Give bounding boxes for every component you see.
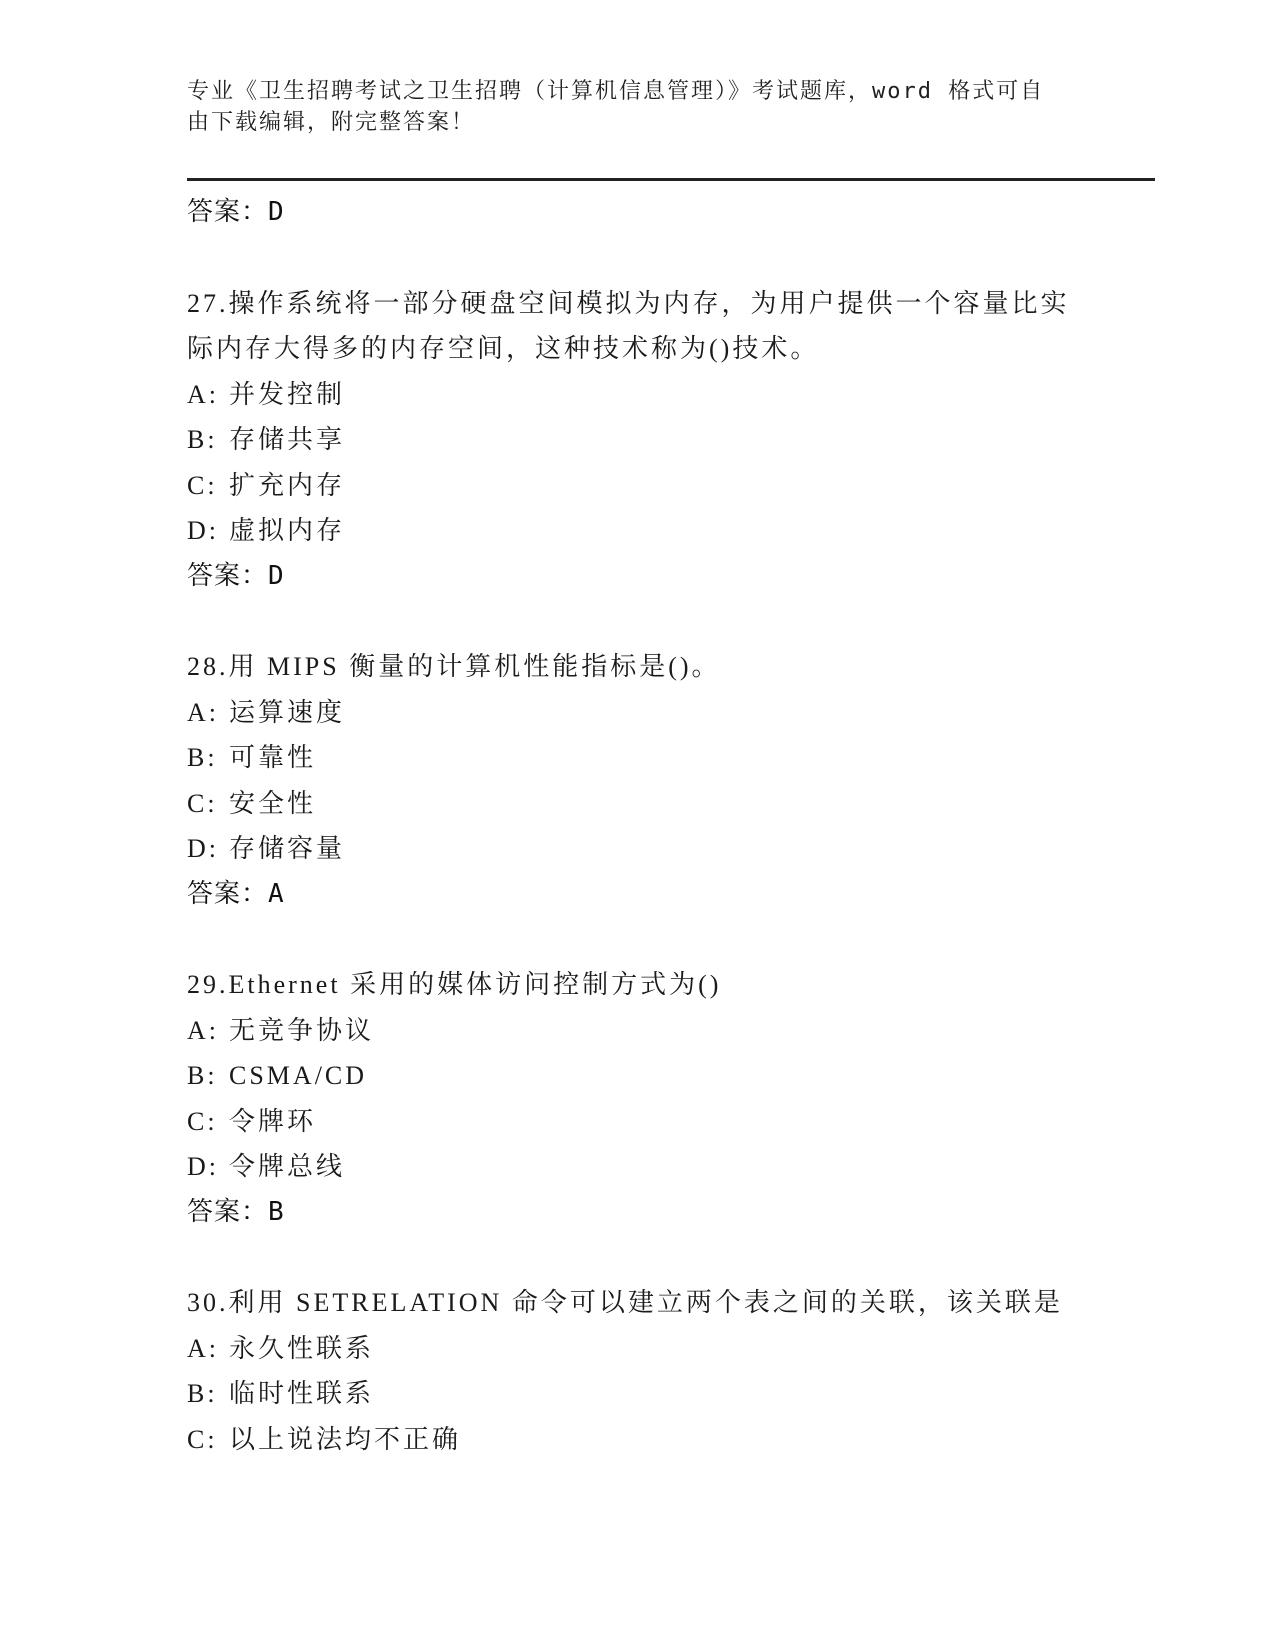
option-text: 令牌总线 — [229, 1152, 346, 1181]
question-block — [187, 281, 1087, 600]
answer-prefix: 答案： — [187, 1196, 269, 1227]
option-text: 虚拟内存 — [229, 516, 346, 545]
option-label: B: — [187, 1061, 218, 1090]
option-item — [187, 1099, 1087, 1145]
option-item — [187, 372, 1087, 418]
option-text: 令牌环 — [229, 1106, 317, 1136]
option-text: 无竞争协议 — [229, 1015, 375, 1045]
option-item — [187, 1326, 1087, 1372]
answer-line — [187, 872, 1087, 918]
answer-prefix: 答案： — [187, 878, 269, 909]
question-text: 27.操作系统将一部分硬盘空间模拟为内存，为用户提供一个容量比实 — [187, 288, 1070, 318]
option-label: A: — [187, 379, 219, 409]
answer-value: A — [268, 878, 285, 909]
option-text: 存储共享 — [229, 425, 346, 454]
option-label: D: — [187, 834, 219, 863]
header-line-1: 专业《卫生招聘考试之卫生招聘（计算机信息管理）》考试题库，word 格式可自 — [187, 79, 1045, 104]
answer-line — [187, 554, 1087, 600]
option-text: 可靠性 — [229, 743, 317, 772]
question-text: 30.利用 SETRELATION 命令可以建立两个表之间的关联，该关联是 — [187, 1288, 1063, 1317]
option-item — [187, 1371, 1087, 1417]
option-item — [187, 781, 1087, 827]
option-text: 安全性 — [229, 788, 317, 818]
option-label: C: — [187, 1424, 218, 1454]
option-label: A: — [187, 1015, 219, 1045]
question-text: 际内存大得多的内存空间，这种技术称为()技术。 — [187, 334, 820, 363]
option-text: 并发控制 — [229, 379, 346, 409]
option-item — [187, 463, 1087, 509]
option-text: 运算速度 — [229, 697, 346, 727]
option-item — [187, 1144, 1087, 1190]
document-body — [187, 190, 1087, 1462]
answer-line — [187, 1190, 1087, 1236]
answer-value: D — [268, 560, 285, 591]
option-label: A: — [187, 697, 219, 727]
option-text: 临时性联系 — [229, 1379, 375, 1408]
option-label: C: — [187, 788, 218, 818]
option-label: B: — [187, 743, 218, 772]
option-item — [187, 1417, 1087, 1463]
answer-prefix: 答案： — [187, 197, 269, 227]
option-item — [187, 735, 1087, 781]
header-divider — [187, 178, 1155, 181]
option-text: 扩充内存 — [229, 470, 346, 500]
question-text: 28.用 MIPS 衡量的计算机性能指标是()。 — [187, 652, 721, 681]
question-block — [187, 644, 1087, 917]
question-list — [187, 281, 1087, 1463]
answer-value: D — [268, 197, 285, 227]
question-block — [187, 962, 1087, 1235]
option-text: 以上说法均不正确 — [229, 1424, 462, 1454]
option-item — [187, 1008, 1087, 1054]
option-text: CSMA/CD — [229, 1061, 368, 1090]
question-text: 29.Ethernet 采用的媒体访问控制方式为() — [187, 970, 722, 999]
option-item — [187, 417, 1087, 463]
question-block — [187, 1280, 1087, 1462]
option-label: C: — [187, 470, 218, 500]
option-label: B: — [187, 425, 218, 454]
option-item — [187, 826, 1087, 872]
option-text: 存储容量 — [229, 834, 346, 863]
page-header — [187, 76, 1067, 138]
option-label: D: — [187, 516, 219, 545]
answer-line — [187, 190, 1087, 236]
option-label: B: — [187, 1379, 218, 1408]
option-item — [187, 508, 1087, 554]
header-line-2: 由下载编辑，附完整答案！ — [187, 110, 476, 135]
answer-value: B — [268, 1196, 285, 1227]
option-label: D: — [187, 1152, 219, 1181]
option-item — [187, 690, 1087, 736]
option-label: C: — [187, 1106, 218, 1136]
option-label: A: — [187, 1333, 219, 1363]
option-item — [187, 1053, 1087, 1099]
option-text: 永久性联系 — [229, 1333, 375, 1363]
answer-prefix: 答案： — [187, 560, 269, 591]
